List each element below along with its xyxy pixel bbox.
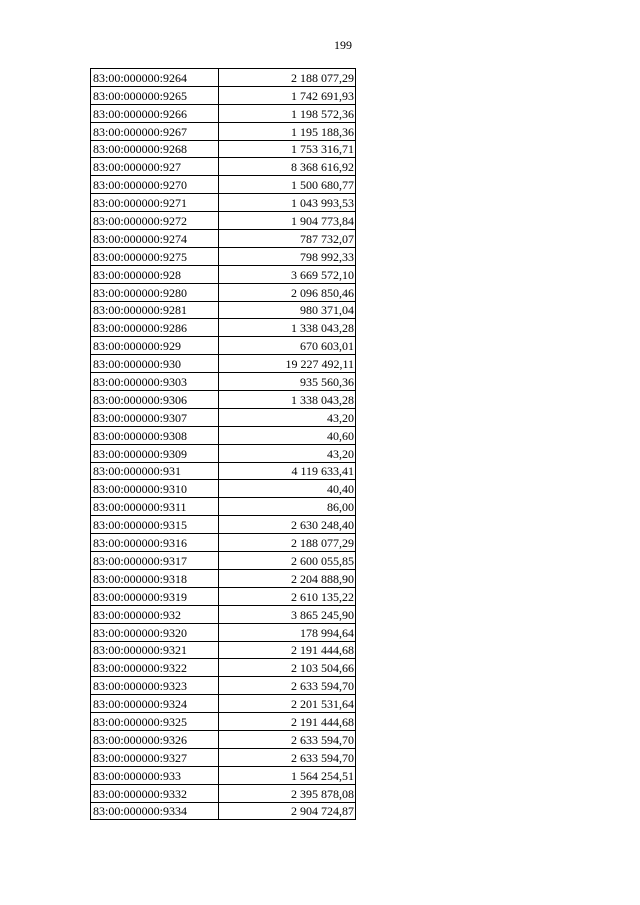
cadastral-number-cell: 83:00:000000:9334 (91, 802, 219, 820)
cadastral-number-cell: 83:00:000000:9323 (91, 677, 219, 695)
cadastral-number-cell: 83:00:000000:9303 (91, 373, 219, 391)
table-row (91, 534, 356, 552)
value-cell: 1 753 316,71 (219, 140, 356, 158)
value-cell: 1 043 993,53 (219, 194, 356, 212)
value-cell: 3 865 245,90 (219, 605, 356, 623)
table-row (91, 659, 356, 677)
table-row (91, 605, 356, 623)
table-row (91, 301, 356, 319)
table-row (91, 569, 356, 587)
cadastral-number-cell: 83:00:000000:9265 (91, 86, 219, 104)
value-cell: 787 732,07 (219, 230, 356, 248)
table-row (91, 802, 356, 820)
cadastral-number-cell: 83:00:000000:9325 (91, 713, 219, 731)
cadastral-number-cell: 83:00:000000:9307 (91, 408, 219, 426)
table-row (91, 373, 356, 391)
cadastral-number-cell: 83:00:000000:9317 (91, 552, 219, 570)
table-row (91, 69, 356, 87)
table-row (91, 462, 356, 480)
cadastral-number-cell: 83:00:000000:9311 (91, 498, 219, 516)
value-cell: 1 195 188,36 (219, 122, 356, 140)
cadastral-number-cell: 83:00:000000:9324 (91, 695, 219, 713)
cadastral-number-cell: 83:00:000000:9322 (91, 659, 219, 677)
value-cell: 2 904 724,87 (219, 802, 356, 820)
cadastral-number-cell: 83:00:000000:9275 (91, 247, 219, 265)
table-row (91, 623, 356, 641)
cadastral-number-cell: 83:00:000000:933 (91, 766, 219, 784)
cadastral-number-cell: 83:00:000000:9280 (91, 283, 219, 301)
table-row (91, 641, 356, 659)
value-cell: 2 191 444,68 (219, 641, 356, 659)
value-cell: 1 742 691,93 (219, 86, 356, 104)
value-cell: 19 227 492,11 (219, 355, 356, 373)
table-row (91, 408, 356, 426)
value-cell: 935 560,36 (219, 373, 356, 391)
cadastral-number-cell: 83:00:000000:930 (91, 355, 219, 373)
table-body (91, 69, 356, 820)
table-row (91, 426, 356, 444)
table-row (91, 247, 356, 265)
cadastral-number-cell: 83:00:000000:9319 (91, 587, 219, 605)
cadastral-number-cell: 83:00:000000:9306 (91, 391, 219, 409)
cadastral-number-cell: 83:00:000000:9310 (91, 480, 219, 498)
cadastral-number-cell: 83:00:000000:9315 (91, 516, 219, 534)
value-cell: 798 992,33 (219, 247, 356, 265)
table-row (91, 104, 356, 122)
table-row (91, 516, 356, 534)
cadastral-number-cell: 83:00:000000:9266 (91, 104, 219, 122)
cadastral-number-cell: 83:00:000000:9272 (91, 212, 219, 230)
cadastral-number-cell: 83:00:000000:9320 (91, 623, 219, 641)
cadastral-number-cell: 83:00:000000:9286 (91, 319, 219, 337)
table-row (91, 194, 356, 212)
data-table (90, 68, 356, 820)
table-row (91, 230, 356, 248)
table-row (91, 730, 356, 748)
value-cell: 40,60 (219, 426, 356, 444)
value-cell: 1 338 043,28 (219, 391, 356, 409)
table-row (91, 140, 356, 158)
cadastral-number-cell: 83:00:000000:9332 (91, 784, 219, 802)
cadastral-number-cell: 83:00:000000:931 (91, 462, 219, 480)
table-row (91, 587, 356, 605)
cadastral-number-cell: 83:00:000000:932 (91, 605, 219, 623)
value-cell: 40,40 (219, 480, 356, 498)
cadastral-number-cell: 83:00:000000:9318 (91, 569, 219, 587)
value-cell: 1 198 572,36 (219, 104, 356, 122)
table-row (91, 784, 356, 802)
table-row (91, 86, 356, 104)
value-cell: 1 904 773,84 (219, 212, 356, 230)
value-cell: 4 119 633,41 (219, 462, 356, 480)
cadastral-number-cell: 83:00:000000:9264 (91, 69, 219, 87)
table-row (91, 158, 356, 176)
table-row (91, 337, 356, 355)
value-cell: 2 204 888,90 (219, 569, 356, 587)
cadastral-number-cell: 83:00:000000:9326 (91, 730, 219, 748)
value-cell: 2 188 077,29 (219, 534, 356, 552)
cadastral-number-cell: 83:00:000000:928 (91, 265, 219, 283)
table-row (91, 319, 356, 337)
cadastral-number-cell: 83:00:000000:9309 (91, 444, 219, 462)
cadastral-number-cell: 83:00:000000:9271 (91, 194, 219, 212)
value-cell: 2 096 850,46 (219, 283, 356, 301)
value-cell: 86,00 (219, 498, 356, 516)
cadastral-number-cell: 83:00:000000:9321 (91, 641, 219, 659)
cadastral-number-cell: 83:00:000000:9270 (91, 176, 219, 194)
value-cell: 1 564 254,51 (219, 766, 356, 784)
table-row (91, 265, 356, 283)
value-cell: 1 338 043,28 (219, 319, 356, 337)
table-row (91, 695, 356, 713)
value-cell: 2 633 594,70 (219, 677, 356, 695)
value-cell: 2 630 248,40 (219, 516, 356, 534)
value-cell: 2 201 531,64 (219, 695, 356, 713)
value-cell: 980 371,04 (219, 301, 356, 319)
table-row (91, 480, 356, 498)
cadastral-number-cell: 83:00:000000:9268 (91, 140, 219, 158)
value-cell: 2 191 444,68 (219, 713, 356, 731)
value-cell: 1 500 680,77 (219, 176, 356, 194)
cadastral-value-table (90, 68, 356, 820)
value-cell: 2 633 594,70 (219, 748, 356, 766)
value-cell: 2 610 135,22 (219, 587, 356, 605)
table-row (91, 713, 356, 731)
value-cell: 2 633 594,70 (219, 730, 356, 748)
cadastral-number-cell: 83:00:000000:9327 (91, 748, 219, 766)
value-cell: 43,20 (219, 408, 356, 426)
value-cell: 2 103 504,66 (219, 659, 356, 677)
value-cell: 3 669 572,10 (219, 265, 356, 283)
value-cell: 2 395 878,08 (219, 784, 356, 802)
table-row (91, 498, 356, 516)
table-row (91, 677, 356, 695)
value-cell: 2 600 055,85 (219, 552, 356, 570)
table-row (91, 212, 356, 230)
table-row (91, 355, 356, 373)
table-row (91, 176, 356, 194)
table-row (91, 748, 356, 766)
cadastral-number-cell: 83:00:000000:9267 (91, 122, 219, 140)
table-row (91, 444, 356, 462)
value-cell: 2 188 077,29 (219, 69, 356, 87)
cadastral-number-cell: 83:00:000000:929 (91, 337, 219, 355)
cadastral-number-cell: 83:00:000000:9274 (91, 230, 219, 248)
value-cell: 670 603,01 (219, 337, 356, 355)
cadastral-number-cell: 83:00:000000:9308 (91, 426, 219, 444)
value-cell: 8 368 616,92 (219, 158, 356, 176)
table-row (91, 283, 356, 301)
value-cell: 178 994,64 (219, 623, 356, 641)
cadastral-number-cell: 83:00:000000:9316 (91, 534, 219, 552)
table-row (91, 391, 356, 409)
cadastral-number-cell: 83:00:000000:927 (91, 158, 219, 176)
table-row (91, 122, 356, 140)
table-row (91, 766, 356, 784)
table-row (91, 552, 356, 570)
cadastral-number-cell: 83:00:000000:9281 (91, 301, 219, 319)
page-number: 199 (334, 38, 352, 52)
value-cell: 43,20 (219, 444, 356, 462)
